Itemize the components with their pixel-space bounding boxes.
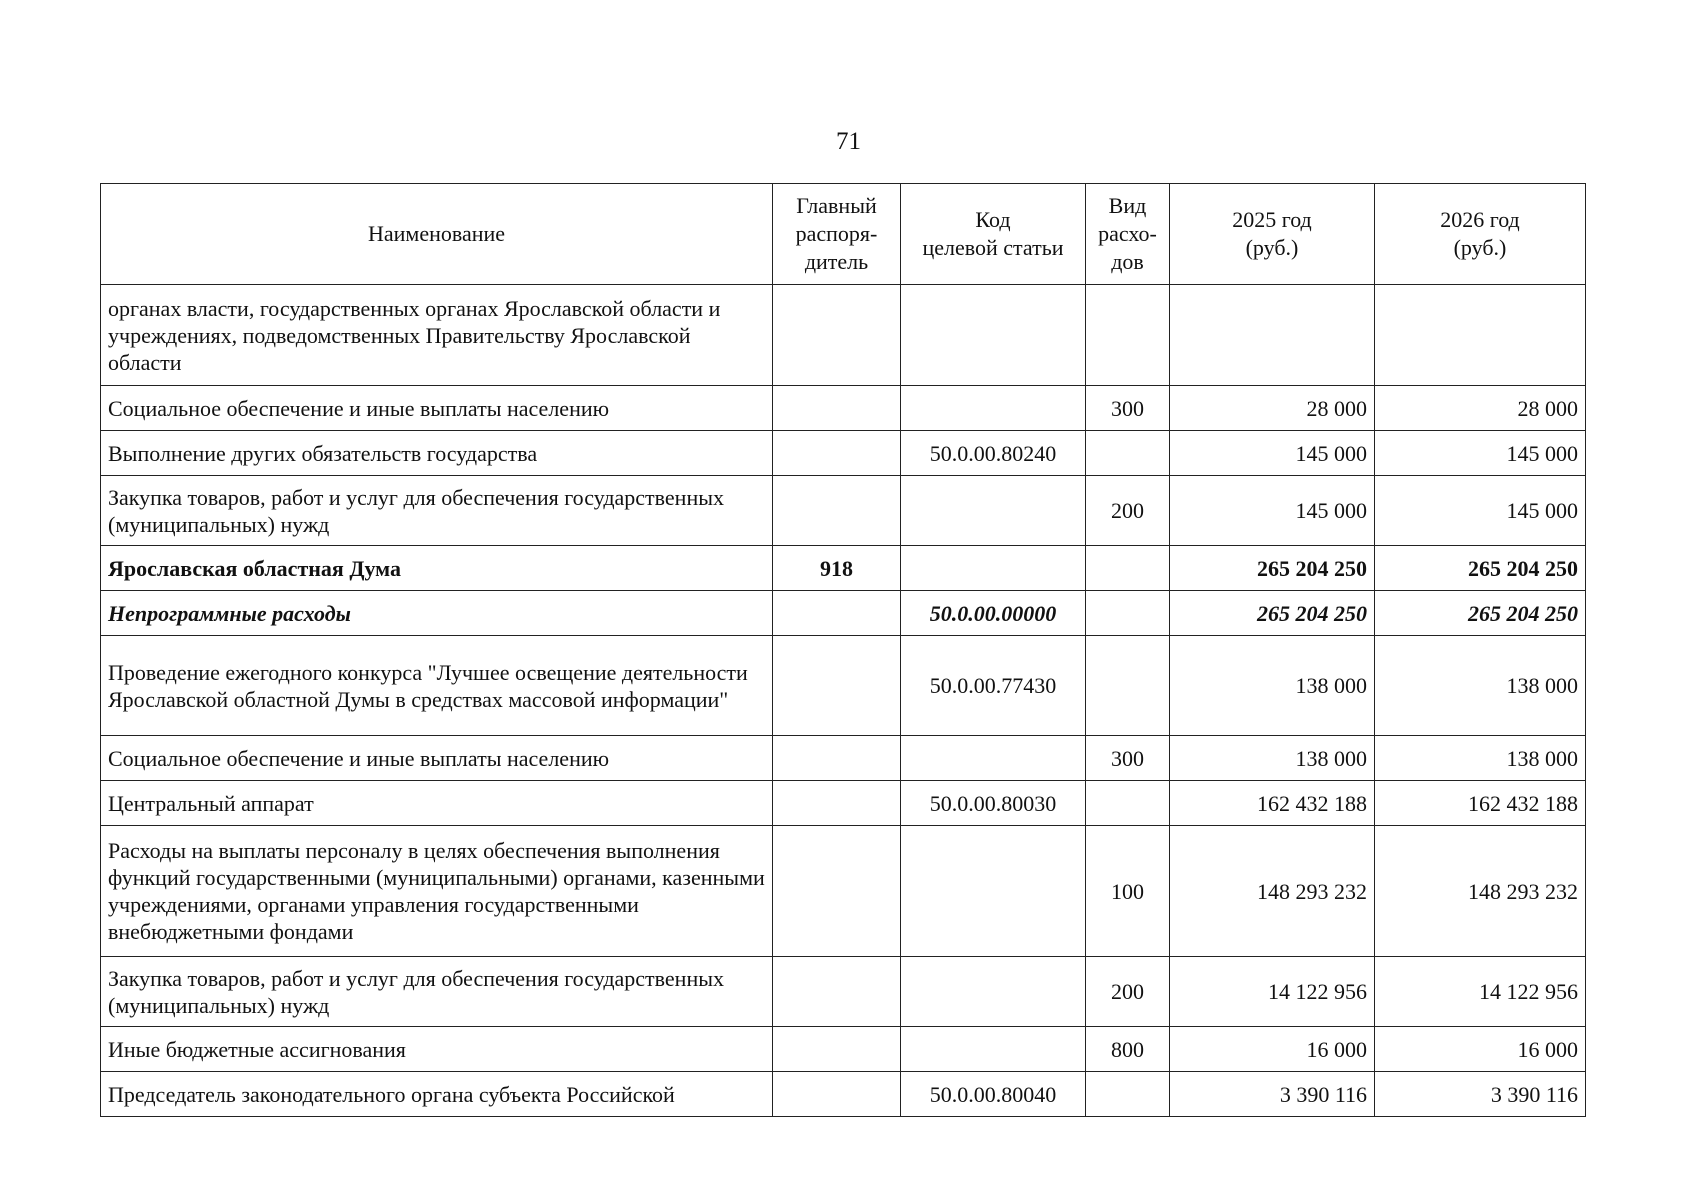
- table-row: [101, 736, 1586, 781]
- row-manager: [773, 476, 901, 546]
- row-2026: 148 293 232: [1375, 826, 1586, 957]
- table-row: [101, 781, 1586, 826]
- row-2026: 28 000: [1375, 386, 1586, 431]
- row-2026: 265 204 250: [1375, 546, 1586, 591]
- row-manager: [773, 1072, 901, 1117]
- row-name: Центральный аппарат: [101, 781, 773, 826]
- table-header-row: [101, 184, 1586, 285]
- row-name: органах власти, государственных органах Ярославской области и учреждениях, подведомственных Правительству Ярославской области: [101, 285, 773, 386]
- row-name: Выполнение других обязательств государства: [101, 431, 773, 476]
- row-2026: 145 000: [1375, 431, 1586, 476]
- row-2025: 162 432 188: [1170, 781, 1375, 826]
- row-manager: 918: [773, 546, 901, 591]
- table-row: [101, 1027, 1586, 1072]
- row-manager: [773, 957, 901, 1027]
- row-manager: [773, 736, 901, 781]
- row-2026: 3 390 116: [1375, 1072, 1586, 1117]
- row-manager: [773, 386, 901, 431]
- row-manager: [773, 636, 901, 736]
- table-row-subsection: [101, 591, 1586, 636]
- row-2026: 14 122 956: [1375, 957, 1586, 1027]
- row-2025: 138 000: [1170, 636, 1375, 736]
- row-manager: [773, 591, 901, 636]
- header-type: Вид расхо- дов: [1086, 184, 1170, 285]
- row-type: [1086, 781, 1170, 826]
- row-name: Непрограммные расходы: [101, 591, 773, 636]
- row-2025: 265 204 250: [1170, 546, 1375, 591]
- header-name: Наименование: [101, 184, 773, 285]
- header-2026: 2026 год (руб.): [1375, 184, 1586, 285]
- table-row: [101, 285, 1586, 386]
- row-code: 50.0.00.00000: [901, 591, 1086, 636]
- row-code: 50.0.00.77430: [901, 636, 1086, 736]
- row-name: Закупка товаров, работ и услуг для обеспечения государственных (муниципальных) нужд: [101, 476, 773, 546]
- row-manager: [773, 781, 901, 826]
- table-row: [101, 431, 1586, 476]
- row-2026: 145 000: [1375, 476, 1586, 546]
- row-2026: 265 204 250: [1375, 591, 1586, 636]
- row-code: [901, 386, 1086, 431]
- row-code: [901, 476, 1086, 546]
- row-type: [1086, 591, 1170, 636]
- row-manager: [773, 826, 901, 957]
- row-2025: 265 204 250: [1170, 591, 1375, 636]
- table-row: [101, 386, 1586, 431]
- row-name: Социальное обеспечение и иные выплаты населению: [101, 386, 773, 431]
- row-2025: [1170, 285, 1375, 386]
- row-code: 50.0.00.80040: [901, 1072, 1086, 1117]
- header-code: Код целевой статьи: [901, 184, 1086, 285]
- row-2025: 145 000: [1170, 431, 1375, 476]
- row-type: [1086, 1072, 1170, 1117]
- row-code: [901, 1027, 1086, 1072]
- row-2025: 138 000: [1170, 736, 1375, 781]
- row-name: Иные бюджетные ассигнования: [101, 1027, 773, 1072]
- table-row: [101, 957, 1586, 1027]
- row-code: [901, 826, 1086, 957]
- row-code: 50.0.00.80030: [901, 781, 1086, 826]
- row-code: 50.0.00.80240: [901, 431, 1086, 476]
- row-type: [1086, 285, 1170, 386]
- row-type: 300: [1086, 386, 1170, 431]
- row-manager: [773, 285, 901, 386]
- row-2026: [1375, 285, 1586, 386]
- row-type: 800: [1086, 1027, 1170, 1072]
- row-type: 200: [1086, 957, 1170, 1027]
- header-2025: 2025 год (руб.): [1170, 184, 1375, 285]
- row-name: Проведение ежегодного конкурса "Лучшее освещение деятельности Ярославской областной Думы в средствах массовой информации": [101, 636, 773, 736]
- row-code: [901, 546, 1086, 591]
- table-row: [101, 826, 1586, 957]
- row-name: Председатель законодательного органа субъекта Российской: [101, 1072, 773, 1117]
- row-2026: 162 432 188: [1375, 781, 1586, 826]
- row-type: [1086, 431, 1170, 476]
- row-code: [901, 736, 1086, 781]
- row-2025: 14 122 956: [1170, 957, 1375, 1027]
- row-2025: 28 000: [1170, 386, 1375, 431]
- row-name: Социальное обеспечение и иные выплаты населению: [101, 736, 773, 781]
- row-type: [1086, 546, 1170, 591]
- row-2026: 138 000: [1375, 636, 1586, 736]
- budget-table: [100, 183, 1586, 1117]
- row-2026: 138 000: [1375, 736, 1586, 781]
- row-name: Ярославская областная Дума: [101, 546, 773, 591]
- row-type: 300: [1086, 736, 1170, 781]
- row-code: [901, 957, 1086, 1027]
- row-type: 100: [1086, 826, 1170, 957]
- row-type: 200: [1086, 476, 1170, 546]
- row-type: [1086, 636, 1170, 736]
- row-2025: 148 293 232: [1170, 826, 1375, 957]
- row-2026: 16 000: [1375, 1027, 1586, 1072]
- page-number: 71: [836, 128, 861, 155]
- table-row: [101, 1072, 1586, 1117]
- table-row: [101, 636, 1586, 736]
- row-code: [901, 285, 1086, 386]
- row-manager: [773, 431, 901, 476]
- row-name: Закупка товаров, работ и услуг для обеспечения государственных (муниципальных) нужд: [101, 957, 773, 1027]
- row-manager: [773, 1027, 901, 1072]
- row-2025: 16 000: [1170, 1027, 1375, 1072]
- table-row-section: [101, 546, 1586, 591]
- row-2025: 3 390 116: [1170, 1072, 1375, 1117]
- table-row: [101, 476, 1586, 546]
- row-2025: 145 000: [1170, 476, 1375, 546]
- header-manager: Главный распоря- дитель: [773, 184, 901, 285]
- row-name: Расходы на выплаты персоналу в целях обеспечения выполнения функций государственными (муниципальными) органами, казенными учреждениями, органами управления государственными внебюджетными фондами: [101, 826, 773, 957]
